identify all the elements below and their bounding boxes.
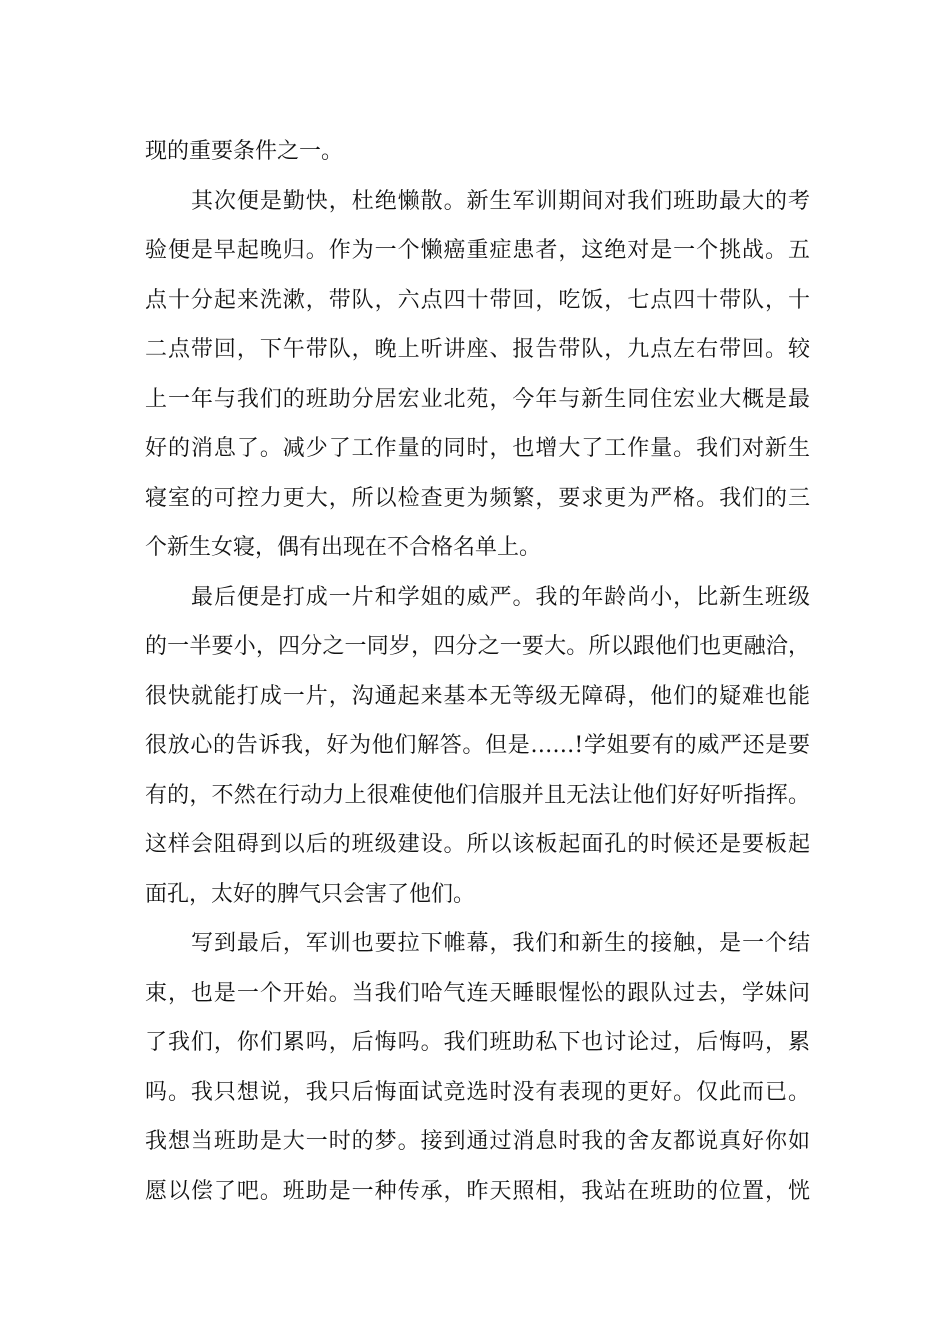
- text-line: 二点带回，下午带队，晚上听讲座、报告带队，九点左右带回。较: [145, 337, 810, 362]
- text-line: 个新生女寝，偶有出现在不合格名单上。: [145, 535, 542, 560]
- text-line: 了我们，你们累吗，后悔吗。我们班助私下也讨论过，后悔吗，累: [145, 1030, 810, 1055]
- text-line: 写到最后，军训也要拉下帷幕，我们和新生的接触，是一个结: [191, 931, 810, 956]
- text-line: 好的消息了。减少了工作量的同时，也增大了工作量。我们对新生: [145, 436, 810, 461]
- document-body: [145, 127, 810, 1216]
- text-line: 束，也是一个开始。当我们哈气连天睡眼惺忪的跟队过去，学妹问: [145, 980, 810, 1006]
- text-line: 有的，不然在行动力上很难使他们信服并且无法让他们好好听指挥。: [145, 782, 810, 808]
- text-line: 最后便是打成一片和学姐的威严。我的年龄尚小，比新生班级: [191, 584, 810, 610]
- text-line: 上一年与我们的班助分居宏业北苑，今年与新生同住宏业大概是最: [145, 386, 810, 412]
- text-line: 现的重要条件之一。: [145, 139, 344, 164]
- text-line: 很放心的告诉我，好为他们解答。但是……!学姐要有的威严还是要: [145, 733, 810, 758]
- text-line: 面孔，太好的脾气只会害了他们。: [145, 881, 476, 907]
- text-line: 吗。我只想说，我只后悔面试竞选时没有表现的更好。仅此而已。: [145, 1079, 810, 1105]
- text-line: 这样会阻碍到以后的班级建设。所以该板起面孔的时候还是要板起: [145, 832, 810, 857]
- text-line: 验便是早起晚归。作为一个懒癌重症患者，这绝对是一个挑战。五: [145, 238, 810, 263]
- text-line: 点十分起来洗漱，带队，六点四十带回，吃饭，七点四十带队，十: [145, 287, 810, 313]
- text-line: 的一半要小，四分之一同岁，四分之一要大。所以跟他们也更融洽，: [145, 634, 810, 659]
- text-line: 寝室的可控力更大，所以检查更为频繁，要求更为严格。我们的三: [145, 485, 810, 511]
- text-line: 其次便是勤快，杜绝懒散。新生军训期间对我们班助最大的考: [191, 188, 810, 214]
- text-line: 我想当班助是大一时的梦。接到通过消息时我的舍友都说真好你如: [145, 1129, 810, 1154]
- text-line: 愿以偿了吧。班助是一种传承，昨天照相，我站在班助的位置，恍: [145, 1178, 810, 1204]
- text-line: 很快就能打成一片，沟通起来基本无等级无障碍，他们的疑难也能: [145, 683, 810, 709]
